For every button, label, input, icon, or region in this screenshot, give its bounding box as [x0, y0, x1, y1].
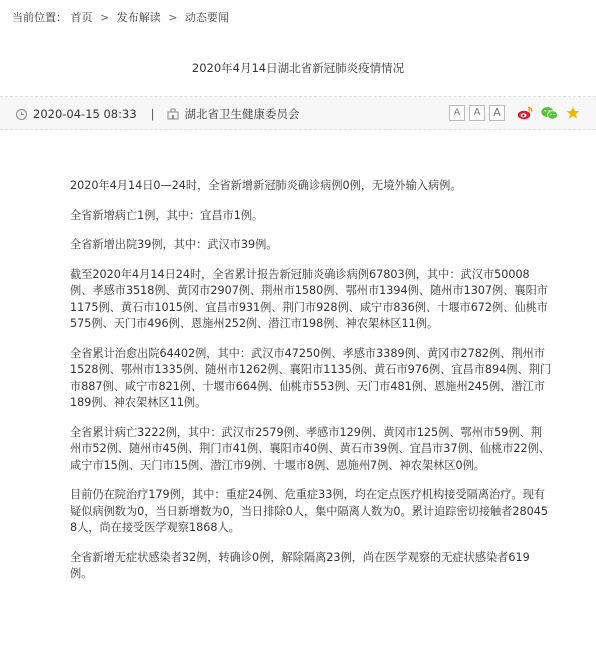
article-meta-bar — [0, 96, 596, 130]
clock-icon — [16, 109, 27, 120]
article-source: 湖北省卫生健康委员会 — [184, 107, 300, 121]
wechat-icon[interactable] — [541, 106, 558, 120]
article-paragraph: 全省累计治愈出院64402例，其中：武汉市47250例、孝感市3389例、黄冈市2782例、荆州市1528例、鄂州市1335例、随州市1262例、襄阳市1135例、黄石市976例、宜昌市894例、荆门市887例、咸宁市821例、十堰市664例、仙桃市553例、天门市481例、恩施州245例、潜江市189例、神农架林区11例。 — [70, 346, 552, 409]
article-paragraph: 目前仍在院治疗179例，其中：重症24例、危重症33例，均在定点医疗机构接受隔离治疗。现有疑似病例数为0，当日新增数为0，当日排除0人，集中隔离人数为0。累计追踪密切接触者280458人，尚在接受医学观察1868人。 — [70, 488, 549, 534]
breadcrumb-separator: > — [100, 11, 110, 24]
breadcrumb-news[interactable]: 动态要闻 — [184, 11, 229, 24]
article-meta — [16, 106, 300, 122]
font-size-medium-button[interactable]: A — [469, 105, 485, 121]
article-paragraph: 2020年4月14日0—24时，全省新增新冠肺炎确诊病例0例，无境外输入病例。 — [70, 179, 462, 192]
breadcrumb-prefix: 当前位置： — [12, 11, 67, 24]
favorite-star-icon[interactable] — [566, 106, 580, 120]
weibo-icon[interactable] — [517, 106, 533, 120]
organization-icon — [167, 108, 179, 120]
font-size-large-button[interactable]: A — [449, 105, 465, 121]
article-title: 2020年4月14日湖北省新冠肺炎疫情情况 — [191, 61, 405, 75]
article-tools — [445, 105, 580, 121]
article-paragraph: 截至2020年4月14日24时，全省累计报告新冠肺炎确诊病例67803例，其中：武汉市50008例、孝感市3518例、黄冈市2907例、荆州市1580例、鄂州市1394例、随州市1307例、襄阳市1175例、黄石市1015例、宜昌市931例、荆门市928例、咸宁市836例、十堰市672例、仙桃市575例、天门市496例、恩施州252例、潜江市198例、神农架林区11例。 — [70, 267, 548, 330]
breadcrumb-separator: > — [168, 11, 178, 24]
breadcrumb-release[interactable]: 发布解读 — [116, 11, 161, 24]
article-paragraph: 全省新增出院39例，其中：武汉市39例。 — [70, 238, 278, 251]
publish-date: 2020-04-15 08:33 — [33, 107, 137, 121]
article-paragraph: 全省累计病亡3222例，其中：武汉市2579例、孝感市129例、黄冈市125例、鄂州市59例、荆州市52例、随州市45例、荆门市41例、襄阳市40例、黄石市39例、宜昌市37例、仙桃市22例、咸宁市15例、天门市15例、潜江市9例、十堰市8例、恩施州7例、神农架林区0例。 — [70, 425, 551, 472]
article-paragraph: 全省新增无症状感染者32例，转确诊0例，解除隔离23例，尚在医学观察的无症状感染者619例。 — [70, 550, 530, 580]
article-paragraph: 全省新增病亡1例，其中：宜昌市1例。 — [70, 208, 264, 222]
breadcrumb — [12, 9, 229, 25]
font-size-small-button[interactable]: A — [489, 105, 505, 121]
breadcrumb-home[interactable]: 首页 — [70, 11, 93, 24]
meta-divider: | — [150, 107, 155, 121]
article-body — [70, 178, 552, 596]
